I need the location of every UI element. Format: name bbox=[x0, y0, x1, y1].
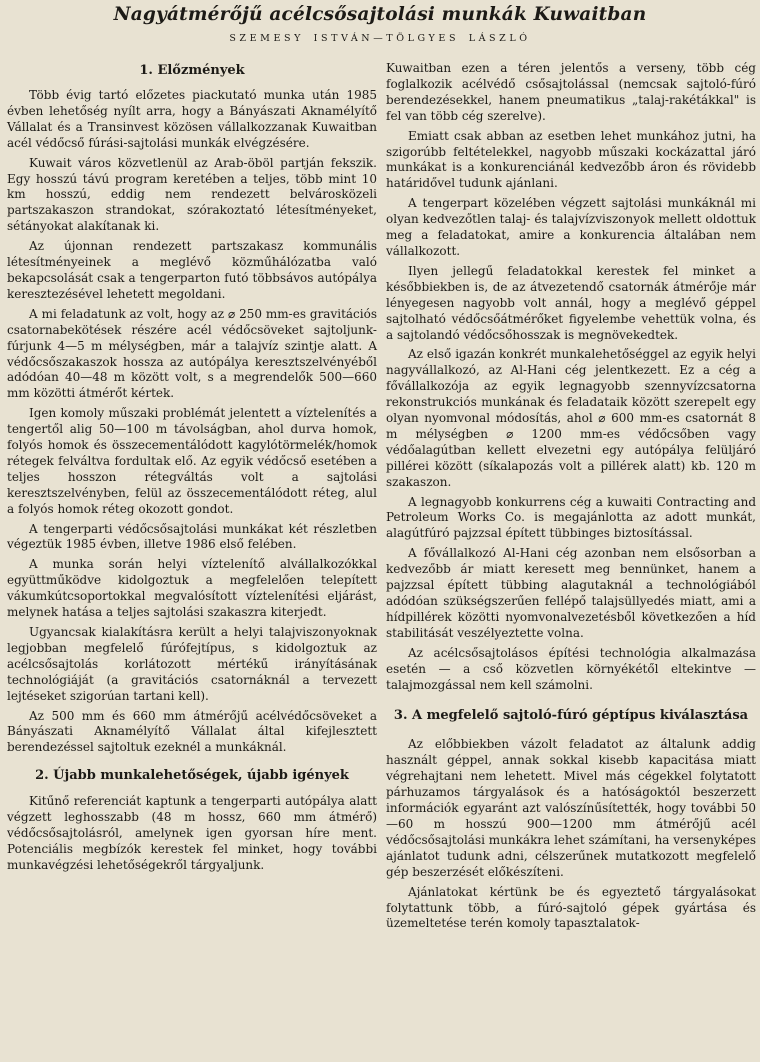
paragraph: Az 500 mm és 660 mm átmérőjű acélvédőcsöveket a Bányászati Aknamélyítő Vállalat által kifejlesztett berendezéssel sajtoltuk ezeknél a munkáknál. bbox=[7, 708, 377, 755]
paragraph: Az újonnan rendezett partszakasz kommunális létesítményeinek a meglévő közműhálózatba való bekapcsolását csak a tengerparton futó többsávos autópálya keresztezésével lehetett megoldani. bbox=[7, 239, 377, 301]
paragraph: Kuwaitban ezen a téren jelentős a verseny, több cég foglalkozik acélvédő csősajtolással (nemcsak sajtoló-fúró berendezésekkel, hanem pneumatikus „talaj-rakétákkal" is fel van több cég szerelve). bbox=[386, 61, 756, 123]
paragraph: Kuwait város közvetlenül az Arab-öböl partján fekszik. Egy hosszú távú program keretében a teljes, több mint 10 km hosszú, eddig nem rendezett belvárosközeli partszakaszon strandokat, szórakoztató létesítményeket, sétányokat alakítanak ki. bbox=[7, 155, 377, 234]
paragraph: A mi feladatunk az volt, hogy az ⌀ 250 mm-es gravitációs csatornabekötések részére acél védőcsöveket sajtoljunk-fúrjunk 4—5 m mélységben, már a talajvíz szintje alatt. A védőcsőszakaszok hossza az autópálya keresztszelvényéből adódóan 40—48 m között volt, s a megrendelők 500—660 mm közötti átmérőt kértek. bbox=[7, 306, 377, 401]
paragraph: A legnagyobb konkurrens cég a kuwaiti Contracting and Petroleum Works Co. is megajánlotta az adott munkát, alagútfúró pajzzsal épített tübbinges biztosítással. bbox=[386, 494, 756, 541]
left-column bbox=[7, 58, 377, 878]
paragraph: Az előbbiekben vázolt feladatot az általunk addig használt géppel, annak sokkal kisebb kapacitása miatt végrehajtani nem lehetett. Mivel más cégekkel folytatott párhuzamos tárgyalások és a hatóságoktól beszerzett információk egyaránt azt valószínűsítették, hogy további 50—60 m hosszú 900—1200 mm átmérőjű acél védőcsősajtolási munkákra lehet számítani, ha versenyképes ajánlatot tudunk adni, célszerűnek mutatkozott megfelelő gép beszerzését előkészíteni. bbox=[386, 737, 756, 879]
right-column bbox=[386, 61, 756, 936]
paragraph: A tengerparti védőcsősajtolási munkákat két részletben végeztük 1985 évben, illetve 1986 első felében. bbox=[7, 521, 377, 552]
article-authors: SZEMESY ISTVÁN—TÖLGYES LÁSZLÓ bbox=[229, 33, 531, 44]
section-1-heading: 1. Előzmények bbox=[139, 63, 245, 78]
section-2-heading: 2. Újabb munkalehetőségek, újabb igények bbox=[35, 768, 349, 784]
paragraph: A munka során helyi víztelenítő alvállalkozókkal együttműködve kidolgoztuk a megfelelően telepített vákumkútcsoportokkal megvalósított víztelenítési eljárást, melynek hatása a teljes sajtolási szakaszra kiterjedt. bbox=[7, 557, 377, 620]
paragraph: Ugyancsak kialakításra került a helyi talajviszonyoknak legjobban megfelelő fúrófejtípus, s kidolgoztuk az acélcsősajtolás korlátozott mértékű irányításának technológiáját (a gravitációs csatornáknál a tervezett lejtéseket szigorúan tartani kell). bbox=[7, 625, 377, 703]
paragraph: A tengerpart közelében végzett sajtolási munkáknál mi olyan kedvezőtlen talaj- és talajvízviszonyok mellett oldottuk meg a feladatokat, amire a konkurencia általában nem vállalkozott. bbox=[386, 196, 756, 258]
paragraph: Az acélcsősajtolásos építési technológia alkalmazása esetén — a cső közvetlen környékétől eltekintve — talajmozgással nem kell számolni. bbox=[386, 645, 756, 692]
paragraph: Kitűnő referenciát kaptunk a tengerparti autópálya alatt végzett leghosszabb (48 m hossz, 660 mm átmérő) védőcsősajtolásról, amelynek igen gyorsan híre ment. Potenciális megbízók kerestek fel minket, hogy további munkavégzési lehetőségekről tárgyaljunk. bbox=[7, 794, 377, 872]
paragraph: A fővállalkozó Al-Hani cég azonban nem elsősorban a kedvezőbb ár miatt keresett meg bennünket, hanem a pajzzsal épített tübbing alagutaknál a technológiából adódóan szükségszerűen fellépő talajsüllyedés miatt, ami a hídpillérek közötti nyomvonalvezetésből következően a híd stabilitását veszélyeztette volna. bbox=[386, 546, 756, 640]
paragraph: Az első igazán konkrét munkalehetőséggel az egyik helyi nagyvállalkozó, az Al-Hani cég jelentkezett. Ez a cég a fővállalkozója az egyik legnagyobb szennyvízcsatorna rekonstrukciós munkának és feladataik között szerepelt egy olyan nyomvonal módosítás, ahol ⌀ 600 mm-es csatornát 8 m mélységben ⌀ 1200 mm-es védőcsőben vagy védőalagútban kellett elvezetni egy autópálya felüljáró pillérei között (síkalapozás volt a pillérek alatt) kb. 120 m szakaszon. bbox=[386, 347, 756, 489]
article-title: Nagyátmérőjű acélcsősajtolási munkák Kuwaitban bbox=[113, 4, 647, 25]
paragraph: Több évig tartó előzetes piackutató munka után 1985 évben lehetőség nyílt arra, hogy a Bányászati Aknamélyítő Vállalat és a Transinvest közösen vállalkozzanak Kuwaitban acél védőcső fúrási-sajtolási munkák elvégzésére. bbox=[7, 88, 377, 150]
paragraph: Igen komoly műszaki problémát jelentett a víztelenítés a tengertől alig 50—100 m távolságban, ahol durva homok, folyós homok és összecementálódott kagylótörmelék/homok rétegek felváltva fordultak elő. Az egyik védőcső esetében a teljes hosszon rétegváltás volt a sajtolási keresztszelvényben, felül az összecementálódott réteg, alul a folyós homok réteg okozott gondot. bbox=[7, 406, 377, 516]
paragraph: Ajánlatokat kértünk be és egyeztető tárgyalásokat folytattunk több, a fúró-sajtoló gépek gyártása és üzemeltetése terén komoly tapasztalatok- bbox=[386, 884, 756, 931]
paragraph: Ilyen jellegű feladatokkal kerestek fel minket a későbbiekben is, de az átvezetendő csatornák átmérője már lényegesen nagyobb volt annál, hogy a meglévő géppel sajtolható védőcsőátmérőket figyelembe vehettük volna, és a sajtolandó védőcsőhosszak is megnövekedtek. bbox=[386, 263, 756, 342]
section-3-heading: 3. A megfelelő sajtoló-fúró géptípus kiválasztása bbox=[393, 708, 749, 724]
paragraph: Emiatt csak abban az esetben lehet munkához jutni, ha szigorúbb feltételekkel, nagyobb műszaki kockázattal járó munkákat is a konkurenciánál kedvezőbb áron és rövidebb határidővel tudunk ajánlani. bbox=[386, 128, 756, 191]
